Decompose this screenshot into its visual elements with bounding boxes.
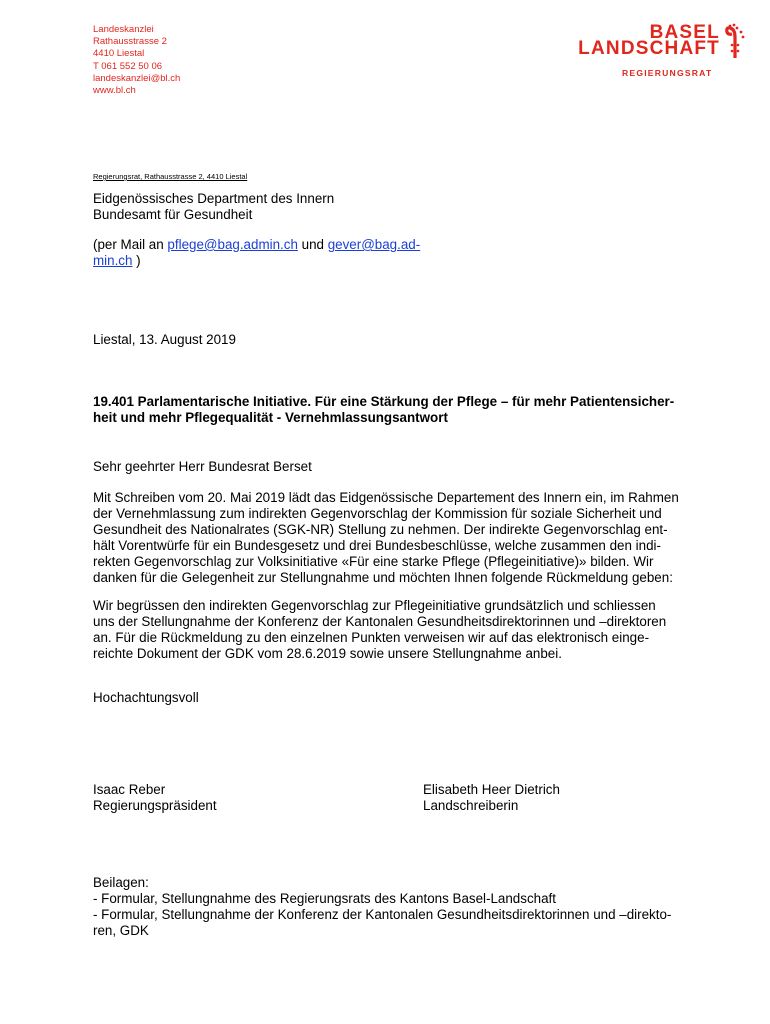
sender-line: Landeskanzlei — [93, 24, 154, 35]
paragraph-line: Mit Schreiben vom 20. Mai 2019 lädt das Eidgenössische Departement des Innern ein, im Rahmen — [93, 490, 679, 505]
enclosures — [93, 875, 718, 939]
sender-phone: T 061 552 50 06 — [93, 60, 163, 72]
return-address: Regierungsrat, Rathausstrasse 2, 4410 Liestal — [93, 172, 248, 181]
body-paragraph-2 — [93, 598, 718, 662]
signatory-name: Isaac Reber — [93, 782, 166, 797]
paragraph-line: Gesundheit des Nationalrates (SGK-NR) Stellung zu nehmen. Der indirekte Gegenvorschlag ent- — [93, 522, 668, 537]
paragraph-line: Wir begrüssen den indirekten Gegenvorschlag zur Pflegeinitiative grundsätzlich und schliessen — [93, 598, 656, 613]
paragraph-line: rekten Gegenvorschlag zur Volksinitiative «Für eine starke Pflege (Pflegeinitiative)» bilden. Wir — [93, 554, 654, 569]
logo-word-basel: BASEL — [649, 22, 720, 43]
recipient-line: Bundesamt für Gesundheit — [93, 207, 253, 222]
recipient-address — [93, 191, 334, 223]
paragraph-line: uns der Stellungnahme der Konferenz der Kantonalen Gesundheitsdirektorinnen und –direktoren — [93, 614, 667, 629]
signatory-title: Regierungspräsident — [93, 798, 217, 813]
sender-website: www.bl.ch — [93, 85, 136, 97]
body-paragraph-1 — [93, 490, 718, 586]
paragraph-line: hält Vorentwürfe für ein Bundesgesetz und drei Bundesbeschlüsse, welche zusammen den indi- — [93, 538, 661, 553]
letter-date: Liestal, 13. August 2019 — [93, 332, 236, 347]
signatory-1 — [93, 782, 217, 814]
recipient-line: Eidgenössisches Department des Innern — [93, 191, 335, 206]
logo-subtitle: REGIERUNGSRAT — [622, 68, 713, 78]
mail-note-prefix: (per Mail an — [93, 237, 168, 252]
paragraph-line: der Vernehmlassung zum indirekten Gegenvorschlag der Kommission für soziale Sicherheit und — [93, 506, 662, 521]
enclosures-heading: Beilagen: — [93, 875, 149, 890]
signatory-title: Landschreiberin — [423, 798, 519, 813]
salutation: Sehr geehrter Herr Bundesrat Berset — [93, 459, 312, 474]
sender-address — [93, 24, 180, 97]
enclosure-item-continued: ren, GDK — [93, 923, 149, 938]
mail-note-suffix: ) — [132, 253, 141, 268]
paragraph-line: an. Für die Rückmeldung zu den einzelnen Punkten verweisen wir auf das elektronisch einge- — [93, 630, 650, 645]
logo-word-landschaft: LANDSCHAFT — [578, 38, 720, 59]
email-link-pflege[interactable]: pflege@bag.admin.ch — [167, 237, 298, 252]
email-link-gever-continued[interactable]: min.ch — [93, 253, 133, 268]
basel-landschaft-logo — [578, 22, 746, 82]
enclosure-item: - Formular, Stellungnahme des Regierungsrats des Kantons Basel-Landschaft — [93, 891, 556, 906]
paragraph-line: reichte Dokument der GDK vom 28.6.2019 sowie unsere Stellungnahme anbei. — [93, 646, 562, 661]
signatory-name: Elisabeth Heer Dietrich — [423, 782, 560, 797]
email-link-gever[interactable]: gever@bag.ad- — [327, 237, 421, 252]
sender-email: landeskanzlei@bl.ch — [93, 72, 181, 84]
mail-note — [93, 237, 473, 269]
crozier-crest-icon — [724, 23, 746, 59]
closing: Hochachtungsvoll — [93, 690, 199, 705]
sender-line: 4410 Liestal — [93, 48, 145, 60]
sender-line: Rathausstrasse 2 — [93, 36, 167, 48]
paragraph-line: danken für die Gelegenheit zur Stellungnahme und möchten Ihnen folgende Rückmeldung geben: — [93, 570, 673, 585]
letter-subject — [93, 394, 718, 426]
enclosure-item: - Formular, Stellungnahme der Konferenz der Kantonalen Gesundheitsdirektorinnen und –direkto- — [93, 907, 672, 922]
mail-note-middle: und — [297, 237, 328, 252]
signatory-2 — [423, 782, 560, 814]
subject-line: heit und mehr Pflegequalität - Vernehmlassungsantwort — [93, 410, 448, 425]
subject-line: 19.401 Parlamentarische Initiative. Für eine Stärkung der Pflege – für mehr Patientensicher- — [93, 394, 675, 409]
